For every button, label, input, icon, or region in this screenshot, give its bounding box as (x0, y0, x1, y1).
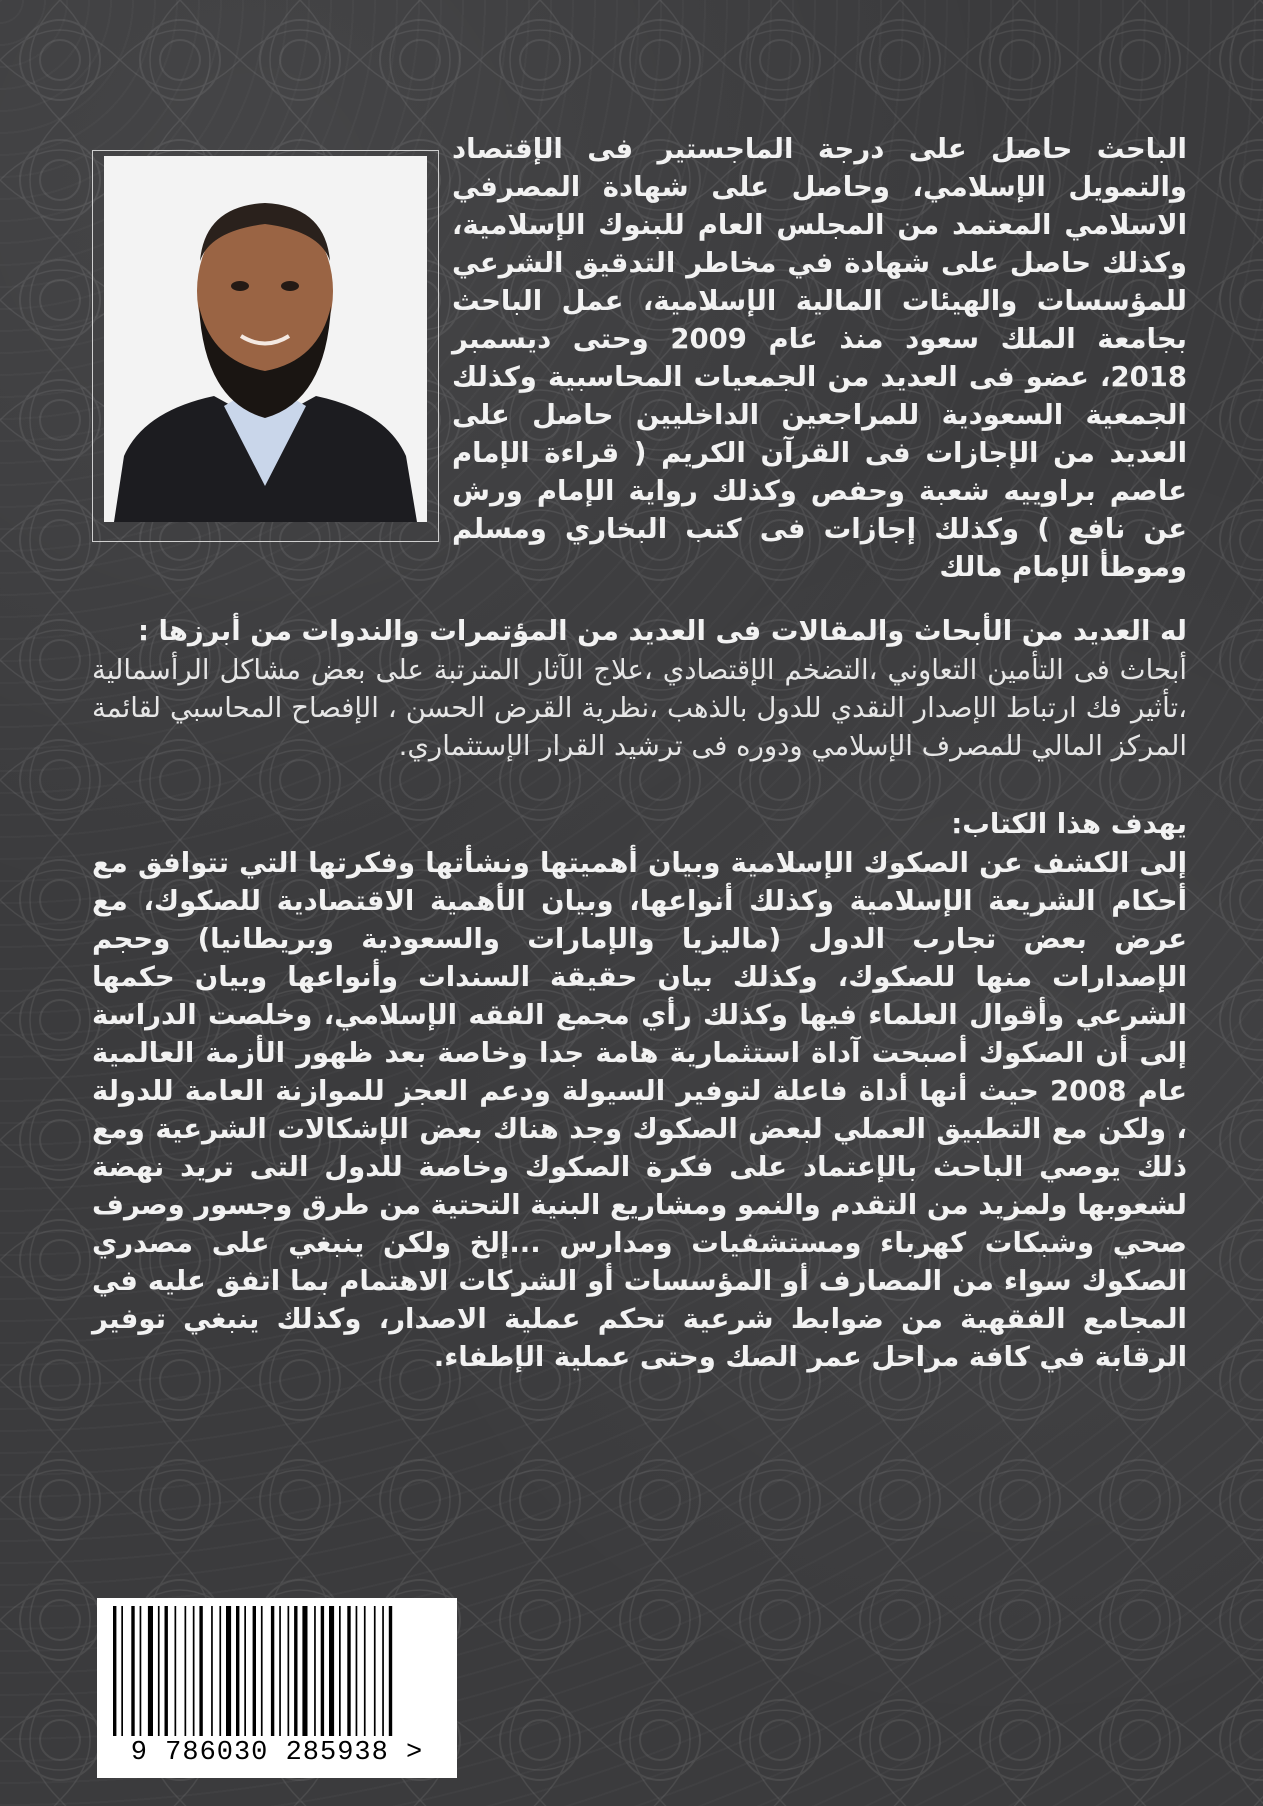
barcode-bar (253, 1606, 256, 1736)
barcode-bar (113, 1606, 116, 1736)
barcode-bar (321, 1606, 324, 1736)
barcode-bar (347, 1606, 350, 1736)
barcode-bar (226, 1606, 231, 1736)
barcode-bar (339, 1606, 341, 1736)
author-photo (104, 156, 427, 522)
barcode-bar (236, 1606, 239, 1736)
barcode-bar (294, 1606, 297, 1736)
barcode-bar (364, 1606, 366, 1736)
barcode-bar (148, 1606, 153, 1736)
barcode-bar (199, 1606, 202, 1736)
barcode-bar (279, 1606, 281, 1736)
barcode-bar (158, 1606, 160, 1736)
barcode-bar (261, 1606, 263, 1736)
bio-paragraph: الباحث حاصل على درجة الماجستير فى الإقتصاد والتمويل الإسلامي، وحاصل على شهادة المصرفي الاسلامي المعتمد من المجلس العام للبنوك الإسلامية، وكذلك حاصل على شهادة في مخاطر التدقيق الشرعي للمؤسسات والهيئات المالية الإسلامية، عمل الباحث بجامعة الملك سعود منذ عام 2009 وحتى ديسمبر 2018، عضو فى العديد من الجمعيات المحاسبية وكذلك الجمعية السعودية للمراجعين الداخليين حاصل على العديد من الإجازات فى القرآن الكريم ( قراءة الإمام عاصم براوييه شعبة وحفص وكذلك رواية الإمام ورش عن نافع ) وكذلك إجازات فى كتب البخاري ومسلم وموطأ الإمام مالك (452, 133, 1187, 583)
barcode-bar (271, 1606, 274, 1736)
barcode-bar (314, 1606, 316, 1736)
author-portrait (104, 156, 427, 522)
barcode-bar (219, 1606, 221, 1736)
author-bio (452, 130, 1187, 586)
barcode-bar (382, 1606, 384, 1736)
barcode-bar (356, 1606, 358, 1736)
barcode-bar (244, 1606, 246, 1736)
barcode-bar (374, 1606, 376, 1736)
isbn-barcode (97, 1598, 457, 1778)
barcode-bar (302, 1606, 307, 1736)
book-goal-heading: يهدف هذا الكتاب: (951, 808, 1187, 840)
barcode-bar (165, 1606, 168, 1736)
barcode-bar (121, 1606, 123, 1736)
barcode-bar (185, 1606, 187, 1736)
book-goal-body: إلى الكشف عن الصكوك الإسلامية وبيان أهميتها ونشأتها وفكرتها التي تتوافق مع أحكام الشريعة الإسلامية وكذلك أنواعها، وبيان الأهمية الاقتصادية للصكوك، مع عرض بعض تجارب الدول (ماليزيا والإمارات والسعودية وبريطانيا) وحجم الإصدارات منها للصكوك، وكذلك بيان حقيقة السندات وأنواعها وبيان حكمها الشرعي وأقوال العلماء فيها وكذلك رأي مجمع الفقه الإسلامي، وخلصت الدراسة إلى أن الصكوك أصبحت آداة استثمارية هامة جدا وخاصة بعد ظهور الأزمة العالمية عام 2008 حيث أنها أداة فاعلة لتوفير السيولة ودعم العجز للموازنة العامة للدولة ، ولكن مع التطبيق العملي لبعض الصكوك وجد هناك بعض الإشكالات الشرعية ومع ذلك يوصي الباحث بالإعتماد على فكرة الصكوك وخاصة للدول التى تريد نهضة لشعوبها ولمزيد من التقدم والنمو ومشاريع البنية التحتية من طرق وجسور وصرف صحي وشبكات كهرباء ومستشفيات ومدارس ...إلخ ولكن ينبغي على مصدري الصكوك سواء من المصارف أو المؤسسات أو الشركات الاهتمام بما اتفق عليه في المجامع الفقهية من ضوابط شرعية تحكم عملية الاصدار، وكذلك ينبغي توفير الرقابة في كافة مراحل عمر الصك وحتى عملية الإطفاء. (92, 847, 1187, 1373)
barcode-bar (211, 1606, 213, 1736)
research-heading: له العديد من الأبحاث والمقالات فى العديد من المؤتمرات والندوات من أبرزها : (137, 615, 1187, 647)
isbn-number: 9 786030 285938 > (130, 1738, 424, 1768)
barcode-bar (329, 1606, 334, 1736)
barcode-bar (389, 1606, 392, 1736)
barcode-bar (193, 1606, 195, 1736)
research-body: أبحاث فى التأمين التعاوني ،التضخم الإقتصادي ،علاج الآثار المترتبة على بعض مشاكل الرأسمالية ،تأثير فك ارتباط الإصدار النقدي للدول بالذهب ،نظرية القرض الحسن ، الإفصاح المحاسبي لقائمة المركز المالي للمصرف الإسلامي ودوره فى ترشيد القرار الإستثماري. (92, 654, 1187, 762)
barcode-bar (140, 1606, 142, 1736)
barcode-bar (175, 1606, 177, 1736)
barcode-bar (131, 1606, 134, 1736)
barcode-bar (288, 1606, 290, 1736)
barcode-bars (107, 1606, 447, 1736)
